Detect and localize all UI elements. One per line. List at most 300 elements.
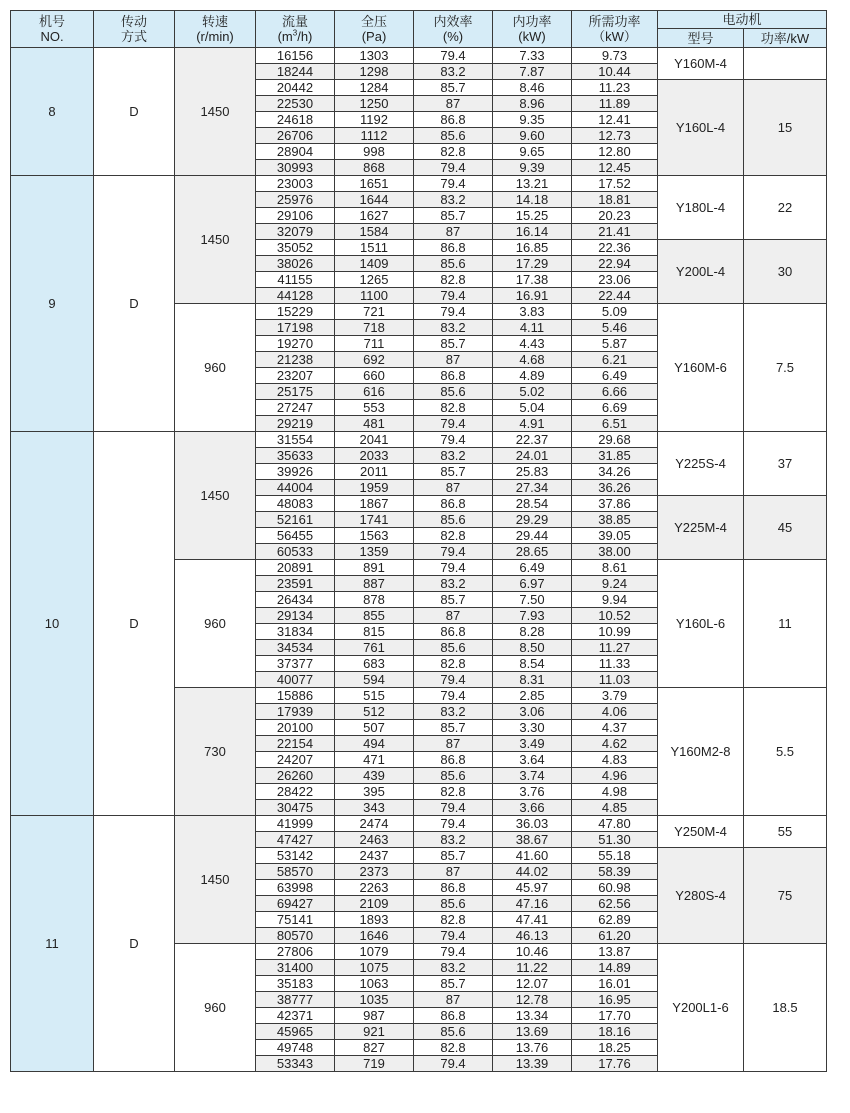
reqpower-cell: 6.66 bbox=[572, 384, 658, 400]
efficiency-cell: 79.4 bbox=[414, 160, 493, 176]
reqpower-cell: 9.73 bbox=[572, 48, 658, 64]
header-drive-line2: 方式 bbox=[120, 29, 147, 44]
reqpower-cell: 4.62 bbox=[572, 736, 658, 752]
inpower-cell: 15.25 bbox=[493, 208, 572, 224]
inpower-cell: 4.89 bbox=[493, 368, 572, 384]
pressure-cell: 827 bbox=[335, 1040, 414, 1056]
efficiency-cell: 85.6 bbox=[414, 768, 493, 784]
reqpower-cell: 13.87 bbox=[572, 944, 658, 960]
flow-cell: 48083 bbox=[256, 496, 335, 512]
inpower-cell: 29.44 bbox=[493, 528, 572, 544]
efficiency-cell: 85.7 bbox=[414, 208, 493, 224]
inpower-cell: 10.46 bbox=[493, 944, 572, 960]
efficiency-cell: 87 bbox=[414, 608, 493, 624]
pressure-cell: 616 bbox=[335, 384, 414, 400]
reqpower-cell: 16.95 bbox=[572, 992, 658, 1008]
flow-cell: 30475 bbox=[256, 800, 335, 816]
flow-cell: 15886 bbox=[256, 688, 335, 704]
table-row bbox=[11, 48, 827, 64]
motor-power-cell: 15 bbox=[744, 80, 827, 176]
pressure-cell: 1627 bbox=[335, 208, 414, 224]
machine-no-cell: 10 bbox=[11, 432, 94, 816]
efficiency-cell: 82.8 bbox=[414, 912, 493, 928]
inpower-cell: 5.04 bbox=[493, 400, 572, 416]
machine-no-cell: 9 bbox=[11, 176, 94, 432]
pressure-cell: 1265 bbox=[335, 272, 414, 288]
pressure-cell: 1063 bbox=[335, 976, 414, 992]
reqpower-cell: 22.94 bbox=[572, 256, 658, 272]
motor-power-cell: 30 bbox=[744, 240, 827, 304]
efficiency-cell: 83.2 bbox=[414, 704, 493, 720]
efficiency-cell: 85.7 bbox=[414, 464, 493, 480]
flow-cell: 19270 bbox=[256, 336, 335, 352]
efficiency-cell: 83.2 bbox=[414, 960, 493, 976]
flow-cell: 27247 bbox=[256, 400, 335, 416]
motor-model-cell: Y160M2-8 bbox=[658, 688, 744, 816]
efficiency-cell: 85.6 bbox=[414, 128, 493, 144]
flow-cell: 22154 bbox=[256, 736, 335, 752]
reqpower-cell: 5.46 bbox=[572, 320, 658, 336]
pressure-cell: 1409 bbox=[335, 256, 414, 272]
pressure-cell: 1075 bbox=[335, 960, 414, 976]
pressure-cell: 343 bbox=[335, 800, 414, 816]
table-row bbox=[11, 816, 827, 832]
reqpower-cell: 18.16 bbox=[572, 1024, 658, 1040]
flow-cell: 80570 bbox=[256, 928, 335, 944]
inpower-cell: 47.41 bbox=[493, 912, 572, 928]
machine-no-cell: 8 bbox=[11, 48, 94, 176]
pressure-cell: 1079 bbox=[335, 944, 414, 960]
header-flow-unit bbox=[256, 29, 334, 44]
inpower-cell: 3.74 bbox=[493, 768, 572, 784]
speed-cell: 960 bbox=[175, 560, 256, 688]
inpower-cell: 8.54 bbox=[493, 656, 572, 672]
pressure-cell: 878 bbox=[335, 592, 414, 608]
motor-power-cell: 45 bbox=[744, 496, 827, 560]
header-pressure-unit: (Pa) bbox=[361, 29, 387, 44]
inpower-cell: 25.83 bbox=[493, 464, 572, 480]
drive-mode-cell: D bbox=[94, 816, 175, 1072]
header-reqpower-unit: （kW） bbox=[592, 29, 637, 44]
inpower-cell: 38.67 bbox=[493, 832, 572, 848]
reqpower-cell: 4.98 bbox=[572, 784, 658, 800]
inpower-cell: 6.97 bbox=[493, 576, 572, 592]
inpower-cell: 9.39 bbox=[493, 160, 572, 176]
efficiency-cell: 83.2 bbox=[414, 64, 493, 80]
flow-cell: 23003 bbox=[256, 176, 335, 192]
efficiency-cell: 79.4 bbox=[414, 816, 493, 832]
flow-cell: 47427 bbox=[256, 832, 335, 848]
reqpower-cell: 6.49 bbox=[572, 368, 658, 384]
pressure-cell: 1893 bbox=[335, 912, 414, 928]
pressure-cell: 718 bbox=[335, 320, 414, 336]
efficiency-cell: 79.4 bbox=[414, 304, 493, 320]
reqpower-cell: 60.98 bbox=[572, 880, 658, 896]
reqpower-cell: 4.37 bbox=[572, 720, 658, 736]
efficiency-cell: 85.6 bbox=[414, 256, 493, 272]
pressure-cell: 594 bbox=[335, 672, 414, 688]
table-row bbox=[11, 176, 827, 192]
efficiency-cell: 87 bbox=[414, 480, 493, 496]
efficiency-cell: 82.8 bbox=[414, 272, 493, 288]
header-flow-unit-a: (m bbox=[277, 29, 293, 44]
inpower-cell: 22.37 bbox=[493, 432, 572, 448]
pressure-cell: 2033 bbox=[335, 448, 414, 464]
inpower-cell: 3.64 bbox=[493, 752, 572, 768]
motor-power-cell: 37 bbox=[744, 432, 827, 496]
machine-no-cell: 11 bbox=[11, 816, 94, 1072]
header-flow-unit-b: /h) bbox=[297, 29, 313, 44]
pressure-cell: 683 bbox=[335, 656, 414, 672]
efficiency-cell: 79.4 bbox=[414, 432, 493, 448]
inpower-cell: 3.83 bbox=[493, 304, 572, 320]
reqpower-cell: 20.23 bbox=[572, 208, 658, 224]
pressure-cell: 2474 bbox=[335, 816, 414, 832]
flow-cell: 44004 bbox=[256, 480, 335, 496]
inpower-cell: 4.68 bbox=[493, 352, 572, 368]
inpower-cell: 3.06 bbox=[493, 704, 572, 720]
pressure-cell: 1284 bbox=[335, 80, 414, 96]
pressure-cell: 711 bbox=[335, 336, 414, 352]
inpower-cell: 8.96 bbox=[493, 96, 572, 112]
reqpower-cell: 6.69 bbox=[572, 400, 658, 416]
reqpower-cell: 17.76 bbox=[572, 1056, 658, 1072]
header-pressure-label: 全压 bbox=[360, 14, 387, 29]
reqpower-cell: 12.41 bbox=[572, 112, 658, 128]
reqpower-cell: 22.44 bbox=[572, 288, 658, 304]
speed-cell: 1450 bbox=[175, 432, 256, 560]
efficiency-cell: 82.8 bbox=[414, 400, 493, 416]
flow-cell: 38777 bbox=[256, 992, 335, 1008]
pressure-cell: 512 bbox=[335, 704, 414, 720]
motor-model-cell: Y160L-4 bbox=[658, 80, 744, 176]
pressure-cell: 1035 bbox=[335, 992, 414, 1008]
reqpower-cell: 9.24 bbox=[572, 576, 658, 592]
flow-cell: 25175 bbox=[256, 384, 335, 400]
pressure-cell: 2437 bbox=[335, 848, 414, 864]
flow-cell: 49748 bbox=[256, 1040, 335, 1056]
header-efficiency bbox=[414, 11, 493, 48]
efficiency-cell: 79.4 bbox=[414, 688, 493, 704]
reqpower-cell: 21.41 bbox=[572, 224, 658, 240]
reqpower-cell: 10.99 bbox=[572, 624, 658, 640]
reqpower-cell: 11.03 bbox=[572, 672, 658, 688]
pressure-cell: 868 bbox=[335, 160, 414, 176]
motor-power-cell: 5.5 bbox=[744, 688, 827, 816]
motor-power-cell: 11 bbox=[744, 560, 827, 688]
inpower-cell: 13.69 bbox=[493, 1024, 572, 1040]
header-speed-unit: (r/min) bbox=[196, 29, 234, 44]
pressure-cell: 660 bbox=[335, 368, 414, 384]
reqpower-cell: 61.20 bbox=[572, 928, 658, 944]
inpower-cell: 29.29 bbox=[493, 512, 572, 528]
reqpower-cell: 11.23 bbox=[572, 80, 658, 96]
pressure-cell: 1192 bbox=[335, 112, 414, 128]
efficiency-cell: 83.2 bbox=[414, 576, 493, 592]
reqpower-cell: 4.83 bbox=[572, 752, 658, 768]
reqpower-cell: 36.26 bbox=[572, 480, 658, 496]
reqpower-cell: 23.06 bbox=[572, 272, 658, 288]
efficiency-cell: 86.8 bbox=[414, 880, 493, 896]
header-no bbox=[11, 11, 94, 48]
reqpower-cell: 17.52 bbox=[572, 176, 658, 192]
flow-cell: 16156 bbox=[256, 48, 335, 64]
reqpower-cell: 37.86 bbox=[572, 496, 658, 512]
reqpower-cell: 47.80 bbox=[572, 816, 658, 832]
flow-cell: 39926 bbox=[256, 464, 335, 480]
pressure-cell: 891 bbox=[335, 560, 414, 576]
inpower-cell: 2.85 bbox=[493, 688, 572, 704]
flow-cell: 26260 bbox=[256, 768, 335, 784]
flow-cell: 56455 bbox=[256, 528, 335, 544]
pressure-cell: 481 bbox=[335, 416, 414, 432]
efficiency-cell: 79.4 bbox=[414, 560, 493, 576]
pressure-cell: 1100 bbox=[335, 288, 414, 304]
fan-spec-table-wrapper bbox=[10, 10, 827, 1072]
efficiency-cell: 85.7 bbox=[414, 80, 493, 96]
header-inpower-unit: (kW) bbox=[518, 29, 546, 44]
inpower-cell: 44.02 bbox=[493, 864, 572, 880]
inpower-cell: 3.76 bbox=[493, 784, 572, 800]
motor-model-cell: Y200L1-6 bbox=[658, 944, 744, 1072]
flow-cell: 44128 bbox=[256, 288, 335, 304]
inpower-cell: 4.11 bbox=[493, 320, 572, 336]
reqpower-cell: 18.25 bbox=[572, 1040, 658, 1056]
efficiency-cell: 86.8 bbox=[414, 368, 493, 384]
pressure-cell: 2263 bbox=[335, 880, 414, 896]
pressure-cell: 494 bbox=[335, 736, 414, 752]
flow-cell: 75141 bbox=[256, 912, 335, 928]
flow-cell: 23207 bbox=[256, 368, 335, 384]
motor-model-cell: Y225S-4 bbox=[658, 432, 744, 496]
efficiency-cell: 85.6 bbox=[414, 1024, 493, 1040]
inpower-cell: 17.38 bbox=[493, 272, 572, 288]
pressure-cell: 1303 bbox=[335, 48, 414, 64]
efficiency-cell: 85.6 bbox=[414, 512, 493, 528]
efficiency-cell: 79.4 bbox=[414, 800, 493, 816]
pressure-cell: 1298 bbox=[335, 64, 414, 80]
efficiency-cell: 87 bbox=[414, 736, 493, 752]
reqpower-cell: 4.06 bbox=[572, 704, 658, 720]
flow-cell: 24207 bbox=[256, 752, 335, 768]
drive-mode-cell: D bbox=[94, 48, 175, 176]
efficiency-cell: 79.4 bbox=[414, 672, 493, 688]
inpower-cell: 8.50 bbox=[493, 640, 572, 656]
pressure-cell: 721 bbox=[335, 304, 414, 320]
inpower-cell: 13.76 bbox=[493, 1040, 572, 1056]
reqpower-cell: 12.80 bbox=[572, 144, 658, 160]
flow-cell: 31400 bbox=[256, 960, 335, 976]
speed-cell: 960 bbox=[175, 304, 256, 432]
flow-cell: 37377 bbox=[256, 656, 335, 672]
pressure-cell: 2011 bbox=[335, 464, 414, 480]
flow-cell: 29134 bbox=[256, 608, 335, 624]
inpower-cell: 8.46 bbox=[493, 80, 572, 96]
pressure-cell: 1359 bbox=[335, 544, 414, 560]
speed-cell: 730 bbox=[175, 688, 256, 816]
pressure-cell: 1644 bbox=[335, 192, 414, 208]
header-row-1 bbox=[11, 11, 827, 29]
pressure-cell: 1250 bbox=[335, 96, 414, 112]
inpower-cell: 28.54 bbox=[493, 496, 572, 512]
flow-cell: 25976 bbox=[256, 192, 335, 208]
reqpower-cell: 14.89 bbox=[572, 960, 658, 976]
drive-mode-cell: D bbox=[94, 176, 175, 432]
efficiency-cell: 85.7 bbox=[414, 848, 493, 864]
flow-cell: 63998 bbox=[256, 880, 335, 896]
motor-model-cell: Y160M-4 bbox=[658, 48, 744, 80]
header-flow-unit-sup: 3 bbox=[292, 28, 298, 38]
reqpower-cell: 16.01 bbox=[572, 976, 658, 992]
flow-cell: 18244 bbox=[256, 64, 335, 80]
flow-cell: 22530 bbox=[256, 96, 335, 112]
reqpower-cell: 3.79 bbox=[572, 688, 658, 704]
inpower-cell: 4.43 bbox=[493, 336, 572, 352]
motor-power-cell: 55 bbox=[744, 816, 827, 848]
flow-cell: 24618 bbox=[256, 112, 335, 128]
fan-spec-table bbox=[10, 10, 827, 1072]
pressure-cell: 515 bbox=[335, 688, 414, 704]
flow-cell: 53142 bbox=[256, 848, 335, 864]
inpower-cell: 3.49 bbox=[493, 736, 572, 752]
reqpower-cell: 22.36 bbox=[572, 240, 658, 256]
efficiency-cell: 85.6 bbox=[414, 896, 493, 912]
flow-cell: 45965 bbox=[256, 1024, 335, 1040]
drive-mode-cell: D bbox=[94, 432, 175, 816]
pressure-cell: 761 bbox=[335, 640, 414, 656]
inpower-cell: 13.39 bbox=[493, 1056, 572, 1072]
flow-cell: 31834 bbox=[256, 624, 335, 640]
pressure-cell: 998 bbox=[335, 144, 414, 160]
flow-cell: 60533 bbox=[256, 544, 335, 560]
motor-model-cell: Y160L-6 bbox=[658, 560, 744, 688]
flow-cell: 52161 bbox=[256, 512, 335, 528]
reqpower-cell: 17.70 bbox=[572, 1008, 658, 1024]
efficiency-cell: 79.4 bbox=[414, 1056, 493, 1072]
efficiency-cell: 87 bbox=[414, 992, 493, 1008]
reqpower-cell: 31.85 bbox=[572, 448, 658, 464]
flow-cell: 29106 bbox=[256, 208, 335, 224]
reqpower-cell: 4.96 bbox=[572, 768, 658, 784]
flow-cell: 40077 bbox=[256, 672, 335, 688]
inpower-cell: 16.14 bbox=[493, 224, 572, 240]
motor-power-cell: 75 bbox=[744, 848, 827, 944]
efficiency-cell: 83.2 bbox=[414, 320, 493, 336]
pressure-cell: 719 bbox=[335, 1056, 414, 1072]
inpower-cell: 24.01 bbox=[493, 448, 572, 464]
pressure-cell: 507 bbox=[335, 720, 414, 736]
motor-model-cell: Y225M-4 bbox=[658, 496, 744, 560]
flow-cell: 30993 bbox=[256, 160, 335, 176]
header-no-en: NO. bbox=[40, 29, 64, 44]
efficiency-cell: 86.8 bbox=[414, 112, 493, 128]
header-reqpower bbox=[572, 11, 658, 48]
efficiency-cell: 79.4 bbox=[414, 48, 493, 64]
efficiency-cell: 82.8 bbox=[414, 528, 493, 544]
efficiency-cell: 85.7 bbox=[414, 336, 493, 352]
header-inpower bbox=[493, 11, 572, 48]
inpower-cell: 4.91 bbox=[493, 416, 572, 432]
speed-cell: 1450 bbox=[175, 176, 256, 304]
flow-cell: 27806 bbox=[256, 944, 335, 960]
pressure-cell: 855 bbox=[335, 608, 414, 624]
inpower-cell: 6.49 bbox=[493, 560, 572, 576]
flow-cell: 35183 bbox=[256, 976, 335, 992]
flow-cell: 17198 bbox=[256, 320, 335, 336]
inpower-cell: 13.34 bbox=[493, 1008, 572, 1024]
flow-cell: 20442 bbox=[256, 80, 335, 96]
pressure-cell: 1959 bbox=[335, 480, 414, 496]
reqpower-cell: 11.27 bbox=[572, 640, 658, 656]
efficiency-cell: 86.8 bbox=[414, 1008, 493, 1024]
motor-model-cell: Y280S-4 bbox=[658, 848, 744, 944]
reqpower-cell: 38.85 bbox=[572, 512, 658, 528]
flow-cell: 53343 bbox=[256, 1056, 335, 1072]
pressure-cell: 1646 bbox=[335, 928, 414, 944]
efficiency-cell: 79.4 bbox=[414, 928, 493, 944]
pressure-cell: 1112 bbox=[335, 128, 414, 144]
inpower-cell: 8.31 bbox=[493, 672, 572, 688]
inpower-cell: 3.30 bbox=[493, 720, 572, 736]
efficiency-cell: 82.8 bbox=[414, 1040, 493, 1056]
inpower-cell: 17.29 bbox=[493, 256, 572, 272]
efficiency-cell: 85.7 bbox=[414, 976, 493, 992]
pressure-cell: 2109 bbox=[335, 896, 414, 912]
flow-cell: 69427 bbox=[256, 896, 335, 912]
reqpower-cell: 12.73 bbox=[572, 128, 658, 144]
reqpower-cell: 62.89 bbox=[572, 912, 658, 928]
flow-cell: 28904 bbox=[256, 144, 335, 160]
flow-cell: 15229 bbox=[256, 304, 335, 320]
motor-model-cell: Y160M-6 bbox=[658, 304, 744, 432]
reqpower-cell: 11.89 bbox=[572, 96, 658, 112]
flow-cell: 38026 bbox=[256, 256, 335, 272]
reqpower-cell: 6.21 bbox=[572, 352, 658, 368]
pressure-cell: 987 bbox=[335, 1008, 414, 1024]
header-drive-line1: 传动 bbox=[120, 14, 147, 29]
header-efficiency-unit: (%) bbox=[442, 29, 464, 44]
reqpower-cell: 38.00 bbox=[572, 544, 658, 560]
inpower-cell: 11.22 bbox=[493, 960, 572, 976]
reqpower-cell: 10.44 bbox=[572, 64, 658, 80]
pressure-cell: 1563 bbox=[335, 528, 414, 544]
reqpower-cell: 5.87 bbox=[572, 336, 658, 352]
inpower-cell: 9.65 bbox=[493, 144, 572, 160]
inpower-cell: 46.13 bbox=[493, 928, 572, 944]
efficiency-cell: 79.4 bbox=[414, 416, 493, 432]
motor-power-cell: 7.5 bbox=[744, 304, 827, 432]
flow-cell: 17939 bbox=[256, 704, 335, 720]
inpower-cell: 47.16 bbox=[493, 896, 572, 912]
efficiency-cell: 86.8 bbox=[414, 752, 493, 768]
flow-cell: 35052 bbox=[256, 240, 335, 256]
reqpower-cell: 6.51 bbox=[572, 416, 658, 432]
speed-cell: 1450 bbox=[175, 48, 256, 176]
pressure-cell: 815 bbox=[335, 624, 414, 640]
header-efficiency-label: 内效率 bbox=[433, 14, 473, 29]
inpower-cell: 3.66 bbox=[493, 800, 572, 816]
reqpower-cell: 51.30 bbox=[572, 832, 658, 848]
motor-model-cell: Y250M-4 bbox=[658, 816, 744, 848]
header-pressure bbox=[335, 11, 414, 48]
motor-power-cell: 22 bbox=[744, 176, 827, 240]
inpower-cell: 45.97 bbox=[493, 880, 572, 896]
reqpower-cell: 10.52 bbox=[572, 608, 658, 624]
efficiency-cell: 86.8 bbox=[414, 624, 493, 640]
efficiency-cell: 82.8 bbox=[414, 784, 493, 800]
pressure-cell: 1867 bbox=[335, 496, 414, 512]
header-motor: 电动机 bbox=[658, 11, 827, 29]
